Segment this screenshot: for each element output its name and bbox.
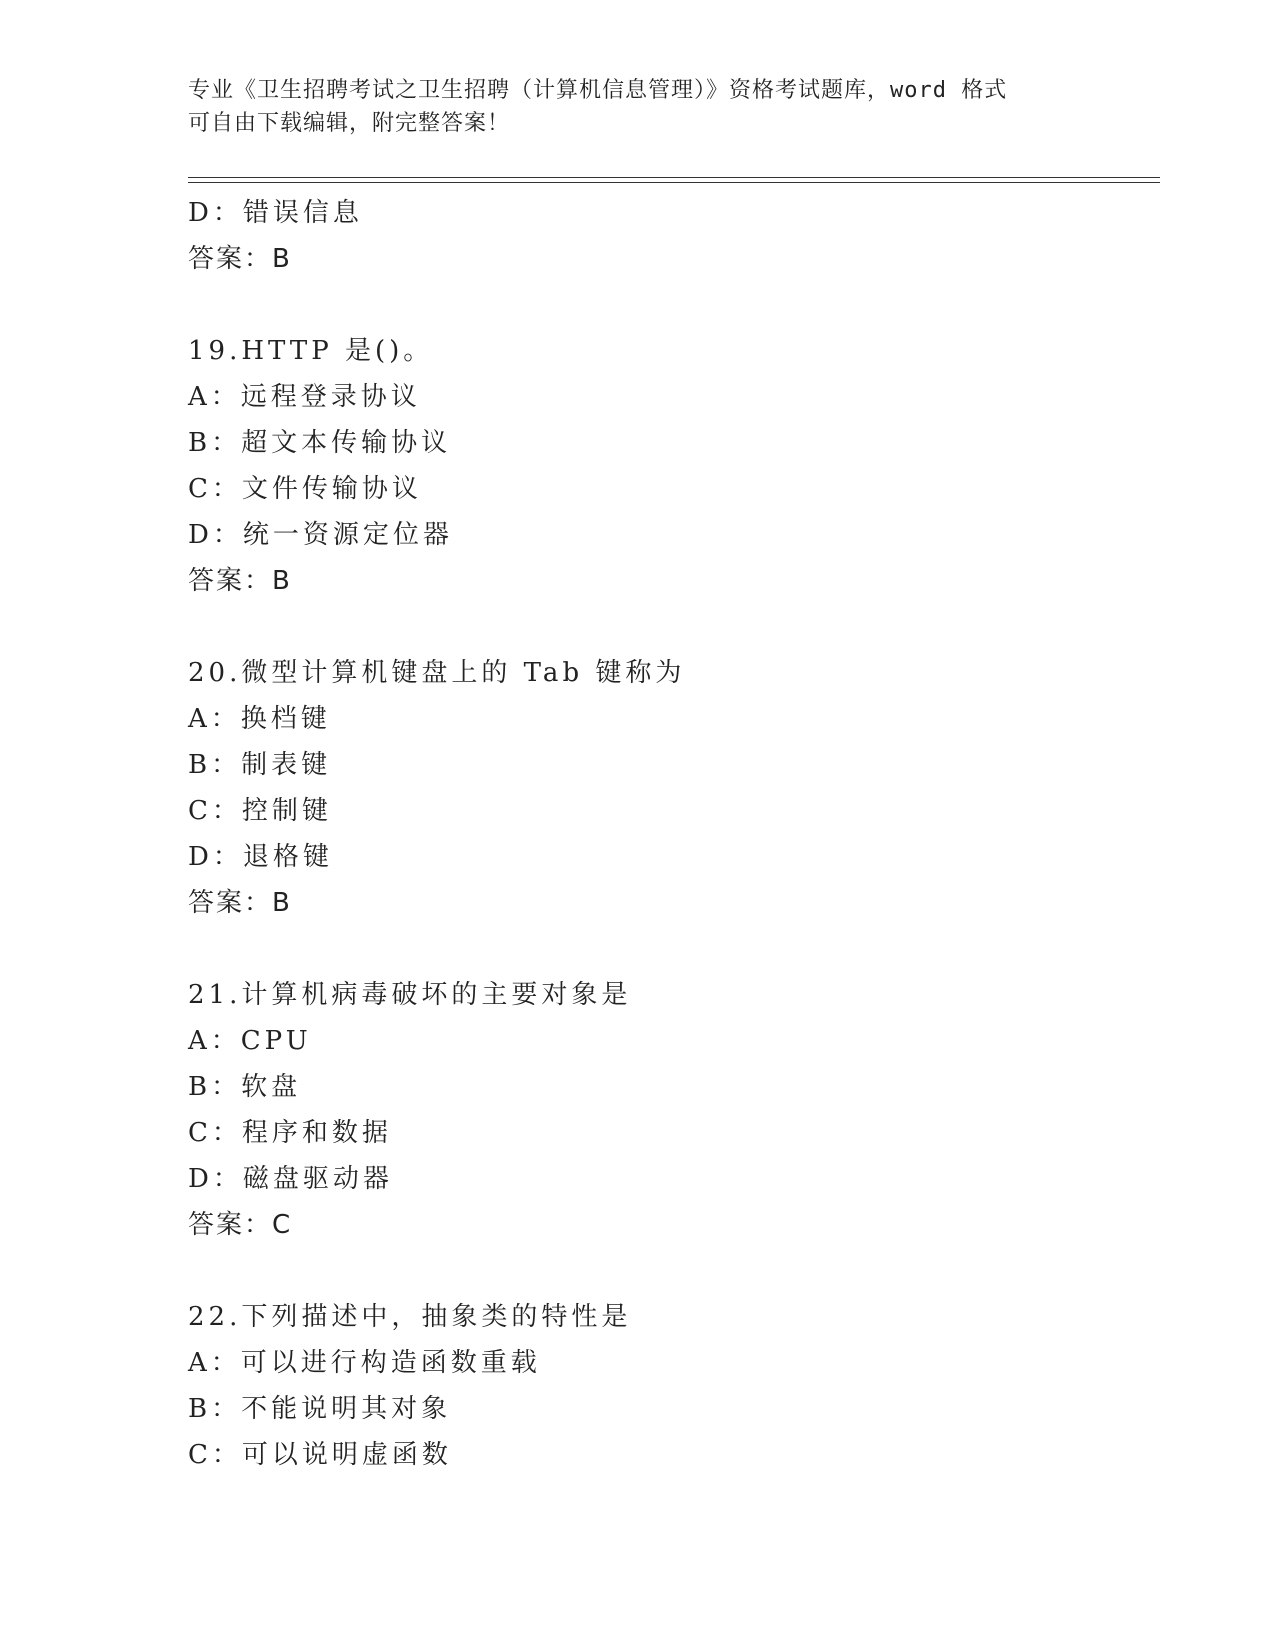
option-c: C：程序和数据 [188, 1118, 392, 1148]
answer-line: 答案：B [188, 244, 292, 274]
question-spacer [188, 282, 1148, 328]
header-rule-top [188, 177, 1160, 178]
header-line-2: 可自由下载编辑，附完整答案！ [188, 111, 511, 136]
option-b: B：不能说明其对象 [188, 1394, 452, 1424]
answer-line: 答案：B [188, 566, 292, 596]
question-19 [188, 328, 1148, 604]
option-b: B：制表键 [188, 750, 332, 780]
header-line-1: 专业《卫生招聘考试之卫生招聘（计算机信息管理）》资格考试题库，word 格式 [188, 78, 1008, 103]
question-stem: 21.计算机病毒破坏的主要对象是 [188, 980, 632, 1010]
option-d: D：错误信息 [188, 198, 363, 228]
document-header [188, 74, 1068, 140]
option-c: C：文件传输协议 [188, 474, 422, 504]
option-d: D：磁盘驱动器 [188, 1164, 393, 1194]
question-stem: 20.微型计算机键盘上的 Tab 键称为 [188, 658, 686, 688]
question-spacer [188, 1248, 1148, 1294]
option-d: D：退格键 [188, 842, 333, 872]
option-a: A：远程登录协议 [188, 382, 421, 412]
option-b: B：软盘 [188, 1072, 302, 1102]
question-list [188, 190, 1148, 1478]
question-22 [188, 1294, 1148, 1478]
question-20 [188, 650, 1148, 926]
option-b: B：超文本传输协议 [188, 428, 452, 458]
question-stem: 19.HTTP 是()。 [188, 336, 434, 366]
option-a: A：CPU [188, 1026, 312, 1056]
header-rule-bottom [188, 182, 1160, 183]
answer-line: 答案：C [188, 1210, 293, 1240]
question-21 [188, 972, 1148, 1248]
question-spacer [188, 604, 1148, 650]
option-d: D：统一资源定位器 [188, 520, 453, 550]
option-c: C：控制键 [188, 796, 332, 826]
option-a: A：换档键 [188, 704, 331, 734]
question-stem: 22.下列描述中，抽象类的特性是 [188, 1302, 632, 1332]
option-a: A：可以进行构造函数重载 [188, 1348, 541, 1378]
answer-line: 答案：B [188, 888, 292, 918]
option-c: C：可以说明虚函数 [188, 1440, 452, 1470]
question-18-tail [188, 190, 1148, 282]
question-spacer [188, 926, 1148, 972]
